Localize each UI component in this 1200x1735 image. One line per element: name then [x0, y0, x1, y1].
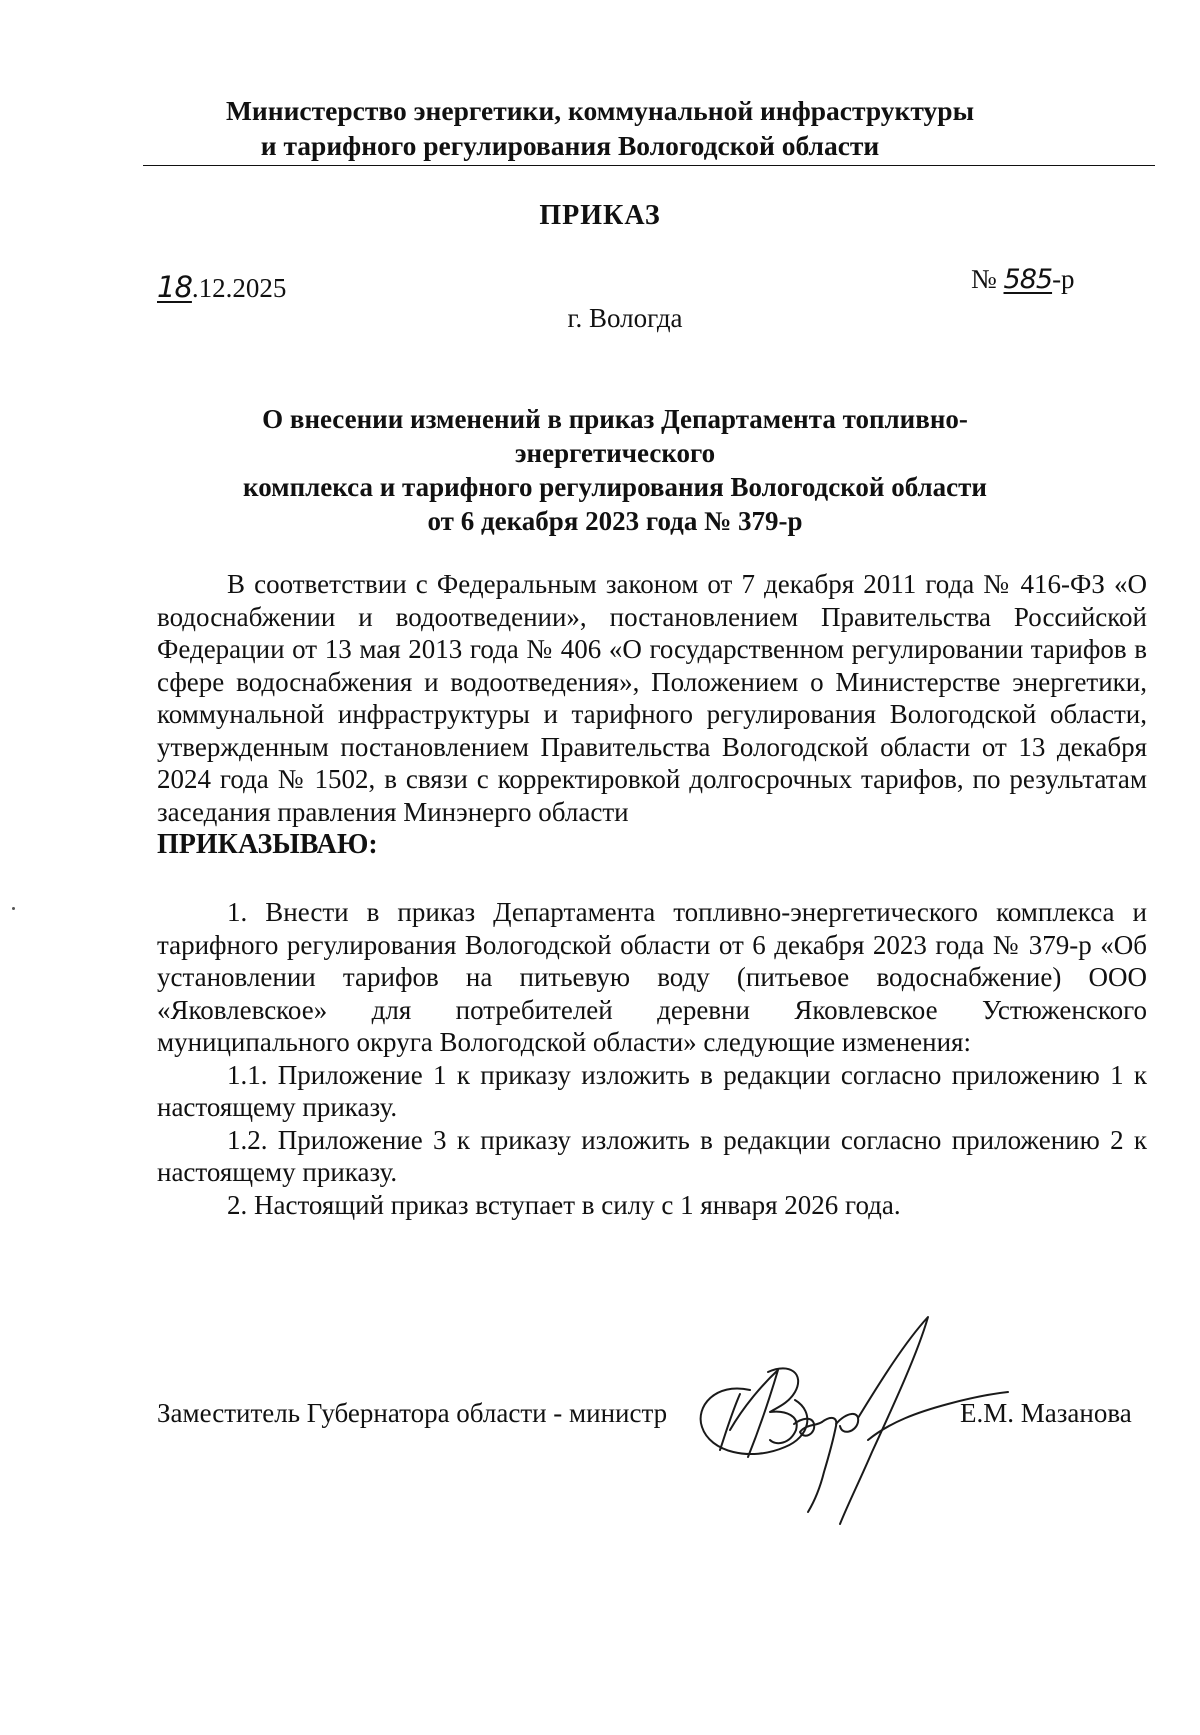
- subject-line-2: комплекса и тарифного регулирования Вологодской области: [243, 472, 987, 502]
- document-title: ПРИКАЗ: [539, 200, 661, 231]
- scan-artifact-dot: [12, 907, 15, 910]
- signatory-name: Е.М. Мазанова: [960, 1398, 1132, 1428]
- number-sign: №: [971, 264, 997, 294]
- ministry-header-line-2: и тарифного регулирования Вологодской области: [260, 130, 880, 161]
- item-2-paragraph: 2. Настоящий приказ вступает в силу с 1 января 2026 года.: [227, 1189, 901, 1220]
- item-1-paragraph: 1. Внести в приказ Департамента топливно-энергетического комплекса и тарифного регулирования Вологодской области от 6 декабря 2023 года № 379-р «Об установлении тарифов на питьевую воду (питьевое водоснабжение) ООО «Яковлевское» для потребителей деревни Яковлевское Устюженского муниципального округа Вологодской области» следующие изменения:: [157, 897, 1147, 1057]
- header-divider: [143, 165, 1155, 166]
- document-body: [157, 568, 1147, 1221]
- item-1-1-paragraph: 1.1. Приложение 1 к приказу изложить в редакции согласно приложению 1 к настоящему приказу.: [157, 1059, 1147, 1122]
- preamble-paragraph: В соответствии с Федеральным законом от 7 декабря 2011 года № 416-ФЗ «О водоснабжении и водоотведении», постановлением Правительства Российской Федерации от 13 мая 2013 года № 406 «О государственном регулировании тарифов в сфере водоснабжения и водоотведения», Положением о Министерстве энергетики, коммунальной инфраструктуры и тарифного регулирования Вологодской области, утвержденным постановлением Правительства Вологодской области от 13 декабря 2024 года № 1502, в связи с корректировкой долгосрочных тарифов, по результатам заседания правления Минэнерго области: [157, 569, 1147, 827]
- item-1-2-paragraph: 1.2. Приложение 3 к приказу изложить в редакции согласно приложению 2 к настоящему приказу.: [157, 1124, 1147, 1187]
- document-number: [971, 264, 1075, 295]
- document-subject: [150, 402, 1050, 538]
- paragraph-spacer: [157, 862, 1147, 896]
- date-day-handwritten: 18: [157, 270, 192, 304]
- document-date: [157, 270, 286, 304]
- number-value-handwritten: 585: [1003, 264, 1053, 295]
- ministry-header: [0, 93, 1200, 163]
- number-suffix: -р: [1052, 264, 1075, 294]
- subject-line-3: от 6 декабря 2023 года № 379-р: [427, 506, 803, 536]
- date-month-year: .12.2025: [191, 273, 287, 303]
- order-word: ПРИКАЗЫВАЮ:: [157, 829, 378, 860]
- signatory-position: Заместитель Губернатора области - министр: [157, 1398, 668, 1428]
- ministry-header-line-1: Министерство энергетики, коммунальной инфраструктуры: [225, 95, 975, 126]
- subject-line-1: О внесении изменений в приказ Департамента топливно-энергетического: [262, 404, 968, 468]
- handwritten-signature: [690, 1312, 1010, 1537]
- document-city: г. Вологда: [567, 303, 683, 333]
